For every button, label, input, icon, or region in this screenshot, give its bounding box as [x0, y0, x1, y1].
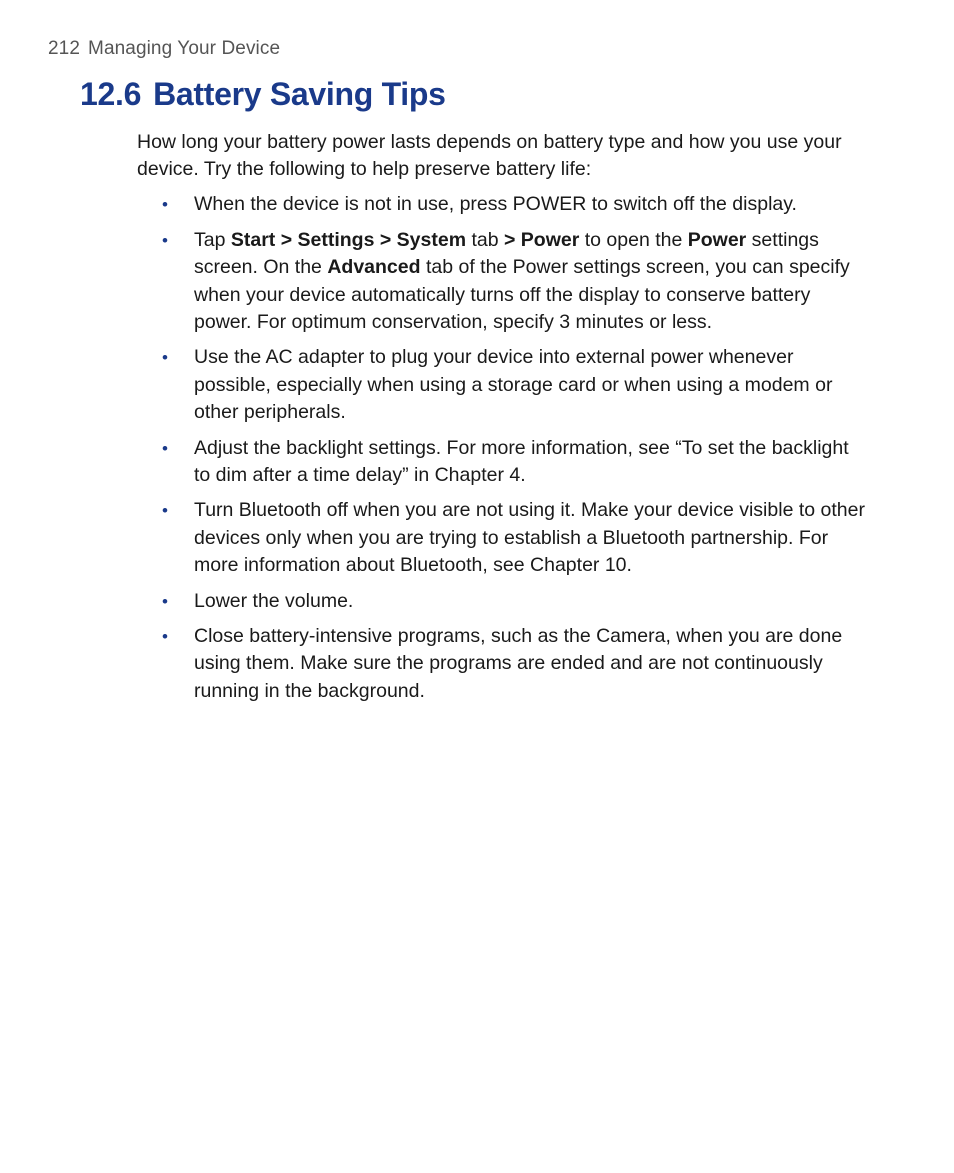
tip-item	[137, 588, 867, 615]
tip-item	[137, 344, 867, 426]
tip-text: Adjust the backlight settings. For more information, see “To set the backlight to dim after a time delay” in Chapter 4.	[194, 436, 849, 486]
tip-item	[137, 623, 867, 705]
bullet-icon: •	[162, 627, 168, 647]
tip-text: settings screen. On the	[194, 229, 819, 279]
tip-text: Tap	[194, 229, 231, 252]
tip-text-bold: Advanced	[327, 256, 421, 279]
tip-text: Turn Bluetooth off when you are not using it. Make your device visible to other devices only when you are trying to establish a Bluetooth partnership. For more information about Bluetooth, see Chapter 10.	[194, 499, 865, 576]
tip-text: Close battery-intensive programs, such as the Camera, when you are done using them. Make sure the programs are ended and are not continuously running in the background.	[194, 625, 843, 702]
tip-text: Lower the volume.	[194, 589, 354, 612]
bullet-icon: •	[162, 348, 168, 368]
intro-paragraph: How long your battery power lasts depends on battery type and how you use your device. Try the following to help preserve battery life:	[137, 131, 842, 181]
tips-list	[137, 191, 867, 704]
bullet-icon: •	[162, 591, 168, 611]
page-number: 212	[48, 38, 81, 59]
bullet-icon: •	[162, 231, 168, 251]
chapter-title: Managing Your Device	[88, 38, 281, 59]
tip-text-bold: > Power	[503, 229, 580, 252]
bullet-icon: •	[162, 501, 168, 521]
tip-text-bold: Power	[687, 229, 747, 252]
section-heading	[80, 76, 446, 113]
tip-item	[137, 191, 867, 218]
tip-text: Use the AC adapter to plug your device into external power whenever possible, especially when using a storage card or when using a modem or other peripherals.	[194, 346, 833, 423]
tip-item	[137, 497, 867, 579]
section-number: 12.6	[80, 76, 142, 112]
tip-text: to open the	[579, 229, 688, 252]
bullet-icon: •	[162, 438, 168, 458]
tip-text: tab of the Power settings screen, you can specify when your device automatically turns off the display to conserve battery power. For optimum conservation, specify 3 minutes or less.	[194, 256, 850, 333]
section-title: Battery Saving Tips	[153, 76, 446, 112]
tip-text: When the device is not in use, press POWER to switch off the display.	[194, 193, 797, 216]
running-header	[48, 38, 280, 60]
bullet-icon: •	[162, 195, 168, 215]
section-body	[137, 129, 867, 713]
tip-item	[137, 227, 867, 336]
tip-item	[137, 435, 867, 489]
tip-text-bold: Start > Settings > System	[230, 229, 467, 252]
tip-text: tab	[466, 229, 504, 252]
